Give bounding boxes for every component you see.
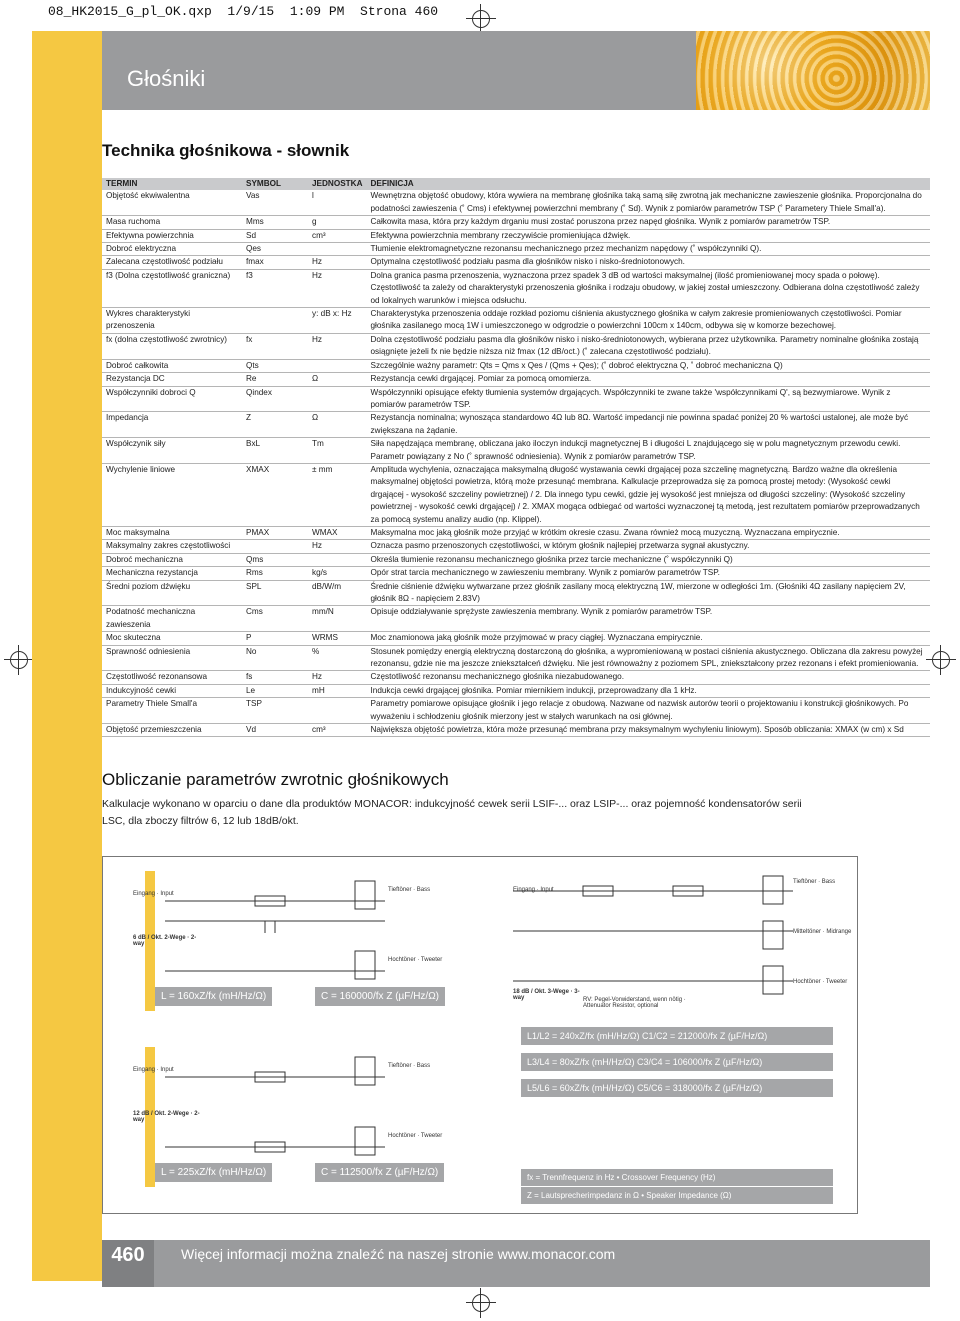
header-unit: JEDNOSTKA bbox=[308, 178, 367, 190]
calc-text: Kalkulacje wykonano w oparciu o dane dla produktów MONACOR: indukcyjność cewek serii LSIF-... oraz LSIP-... oraz pojemność kondensatorów serii LSC, dla zboczy filtrów 6, 12 lub 18dB/okt. bbox=[102, 798, 802, 827]
diagram-title-1: 6 dB / Okt. 2-Wege · 2-way bbox=[133, 935, 197, 947]
unit-cell bbox=[308, 386, 367, 412]
footer-text: Więcej informacji można znaleźć na naszej stronie www.monacor.com bbox=[181, 1246, 616, 1262]
definition-cell: Dolna częstotliwość podziału pasma dla głośników nisko i nisko-średniotonowych, wybierana przez użytkownika. Parametry nominalne głośnika zostają osiągnięte jeżeli fx nie będzie niższa niż fmax (12 dB/oct.) (˚ zalecana częstotliwość podziału). bbox=[367, 333, 931, 359]
table-row bbox=[102, 386, 930, 412]
symbol-cell: Re bbox=[242, 373, 308, 386]
definition-cell: Współczynniki opisujące efekty tłumienia systemów drgających. Współczynniki te zwane także 'współczynnikami Q', są bezwymiarowe. Wynik z pomiarów parametrów TSP. bbox=[367, 386, 931, 412]
term-cell: Podatność mechaniczna zawieszenia bbox=[102, 606, 242, 632]
registration-mark bbox=[466, 1288, 496, 1318]
registration-mark bbox=[466, 4, 496, 34]
file-header: 08_HK2015_G_pl_OK.qxp 1/9/15 1:09 PM Strona 460 bbox=[48, 4, 439, 19]
unit-cell: Hz bbox=[308, 333, 367, 359]
term-cell: fx (dolna częstotliwość zwrotnicy) bbox=[102, 333, 242, 359]
unit-cell: mH bbox=[308, 684, 367, 697]
term-cell: Masa ruchoma bbox=[102, 216, 242, 229]
woofer-label-3: Tieftöner · Bass bbox=[388, 1063, 431, 1069]
formula-L: L = 160xZ/fx (mH/Hz/Ω) bbox=[155, 987, 272, 1006]
header-definition: DEFINICJA bbox=[367, 178, 931, 190]
calc-title: Obliczanie parametrów zwrotnic głośnikowych bbox=[102, 770, 449, 789]
definition-cell: Całkowita masa, która przy każdym drganiu musi zostać poruszona przez napęd głośnika. Wynik z pomiarów parametrów TSP. bbox=[367, 216, 931, 229]
term-cell: Sprawność odniesienia bbox=[102, 645, 242, 671]
term-cell: Średni poziom dźwięku bbox=[102, 580, 242, 606]
term-cell: Współczynik siły bbox=[102, 438, 242, 464]
glossary-body bbox=[102, 190, 930, 737]
unit-cell bbox=[308, 698, 367, 724]
term-cell: Indukcyjność cewki bbox=[102, 684, 242, 697]
symbol-cell: Qindex bbox=[242, 386, 308, 412]
term-cell: Wychylenie liniowe bbox=[102, 463, 242, 526]
table-row bbox=[102, 256, 930, 269]
symbol-cell: SPL bbox=[242, 580, 308, 606]
table-row bbox=[102, 724, 930, 737]
input-label: Eingang · Input bbox=[133, 891, 174, 897]
definition-cell: Moc znamionowa jaką głośnik może przyjmować w pracy ciągłej. Wyznaczana empirycznie. bbox=[367, 632, 931, 645]
table-row bbox=[102, 308, 930, 334]
symbol-cell: Vas bbox=[242, 190, 308, 215]
definition-cell: Średnie ciśnienie dźwięku wytwarzane przez głośnik zasilany mocą elektryczną 1W, mierzone w odległości 1m. (Głośniki 4Ω zasilany napięciem 2V, głośnik 8Ω - napięciem 2.83V) bbox=[367, 580, 931, 606]
symbol-cell: Qms bbox=[242, 553, 308, 566]
unit-cell: kg/s bbox=[308, 567, 367, 580]
symbol-cell: Le bbox=[242, 684, 308, 697]
formula-L3: L3/L4 = 80xZ/fx (mH/Hz/Ω) C3/C4 = 106000/fx Z (µF/Hz/Ω) bbox=[521, 1053, 833, 1071]
symbol-cell: Mms bbox=[242, 216, 308, 229]
unit-cell: y: dB x: Hz bbox=[308, 308, 367, 334]
symbol-cell: PMAX bbox=[242, 526, 308, 539]
formula-C-12: C = 112500/fx Z (µF/Hz/Ω) bbox=[315, 1163, 444, 1182]
unit-cell bbox=[308, 553, 367, 566]
term-cell: Maksymalny zakres częstotliwości bbox=[102, 540, 242, 553]
symbol-cell bbox=[242, 540, 308, 553]
term-cell: f3 (Dolna częstotliwość graniczna) bbox=[102, 269, 242, 307]
unit-cell: Ω bbox=[308, 412, 367, 438]
definition-cell: Określa tłumienie rezonansu mechanicznego głośnika przez tarcie mechaniczne (˚ współczynniki Q) bbox=[367, 553, 931, 566]
header-symbol: SYMBOL bbox=[242, 178, 308, 190]
table-row bbox=[102, 229, 930, 242]
formula-C: C = 160000/fx Z (µF/Hz/Ω) bbox=[315, 987, 445, 1006]
definition-cell: Szczególnie ważny parametr: Qts = Qms x Qes / (Qms + Qes); (˚ dobroć elektryczna Q, ˚ dobroć mechaniczna Q) bbox=[367, 359, 931, 372]
table-header-row bbox=[102, 178, 930, 190]
unit-cell: g bbox=[308, 216, 367, 229]
term-cell: Moc skuteczna bbox=[102, 632, 242, 645]
table-row bbox=[102, 269, 930, 307]
mid-label: Mitteltöner · Midrange bbox=[793, 929, 852, 935]
term-cell: Impedancja bbox=[102, 412, 242, 438]
term-cell: Dobroć mechaniczna bbox=[102, 553, 242, 566]
symbol-cell: f3 bbox=[242, 269, 308, 307]
unit-cell: Hz bbox=[308, 269, 367, 307]
page-number: 460 bbox=[102, 1240, 154, 1287]
symbol-cell: No bbox=[242, 645, 308, 671]
table-row bbox=[102, 567, 930, 580]
definition-cell: Optymalna częstotliwość podziału pasma dla głośników nisko i nisko-średniotonowych. bbox=[367, 256, 931, 269]
symbol-cell: Z bbox=[242, 412, 308, 438]
table-row bbox=[102, 373, 930, 386]
symbol-cell: Sd bbox=[242, 229, 308, 242]
definition-cell: Częstotliwość rezonansu mechanicznego głośnika niezabudowanego. bbox=[367, 671, 931, 684]
legend-fx: fx = Trennfrequenz in Hz • Crossover Frequency (Hz) bbox=[521, 1169, 833, 1186]
unit-cell: Hz bbox=[308, 540, 367, 553]
term-cell: Rezystancja DC bbox=[102, 373, 242, 386]
term-cell: Zalecana częstotliwość podziału bbox=[102, 256, 242, 269]
definition-cell: Charakterystyka przenoszenia oddaje rozkład poziomu ciśnienia akustycznego głośnika w całym zakresie promieniowanych częstotliwości. Pomiar głośnika zasilanego mocą 1W i umieszczonego w odgrodzie o powierzchni 100cm x 140cm, odbywa się w komorze bezechowej. bbox=[367, 308, 931, 334]
table-row bbox=[102, 645, 930, 671]
header-term: TERMIN bbox=[102, 178, 242, 190]
unit-cell: dB/W/m bbox=[308, 580, 367, 606]
definition-cell: Amplituda wychylenia, oznaczająca maksymalną długość wystawania cewki drgającej poza szczelinę magnetyczną. Bardzo ważne dla określenia maksymalnej objętości powietrza, którą może przesunąć membrana. Kalkulacje przeprowadza się za pomocą prostej metody: (Wysokość cewki drgającej - wysokość szczeliny powietrznej) / 2. Dla innego typu cewki, gdzie jej wysokość jest mniejsza od długości szczeliny: (Wysokość szczeliny powietrznej - wysokość cewki drgającej) / 2. XMAX mogąca odbiegać od wartości wyznaczonej tą metodą, jest rezultatem pomiarów przeprowadzanych za pomocą systemu analizy audio (np. Klippel). bbox=[367, 463, 931, 526]
tweeter-label-2: Hochtöner · Tweeter bbox=[793, 979, 848, 985]
table-row bbox=[102, 216, 930, 229]
table-row bbox=[102, 190, 930, 215]
term-cell: Dobroć całkowita bbox=[102, 359, 242, 372]
symbol-cell: Cms bbox=[242, 606, 308, 632]
definition-cell: Rezystancja cewki drgającej. Pomiar za pomocą omomierza. bbox=[367, 373, 931, 386]
symbol-cell: Qes bbox=[242, 243, 308, 256]
table-row bbox=[102, 243, 930, 256]
legend-z: Z = Lautsprecherimpedanz in Ω • Speaker Impedance (Ω) bbox=[521, 1187, 833, 1204]
table-row bbox=[102, 412, 930, 438]
term-cell: Parametry Thiele Small'a bbox=[102, 698, 242, 724]
symbol-cell: Qts bbox=[242, 359, 308, 372]
symbol-cell: P bbox=[242, 632, 308, 645]
input-label-2: Eingang · Input bbox=[513, 887, 554, 893]
unit-cell bbox=[308, 359, 367, 372]
table-row bbox=[102, 580, 930, 606]
definition-cell: Stosunek pomiędzy energią elektryczną dostarczoną do głośnika, a wypromieniowaną w postaci ciśnienia akustycznego. Obliczana dla zakresu powyżej rezonansu, gdzie nie ma jeszcze zniekształceń dźwięku. Nie jest równoważny z poziomem SPL, zniekształcony przez rezonans i efekt promieniowania. bbox=[367, 645, 931, 671]
table-row bbox=[102, 333, 930, 359]
symbol-cell: fx bbox=[242, 333, 308, 359]
unit-cell: Hz bbox=[308, 671, 367, 684]
table-row bbox=[102, 359, 930, 372]
section-title: Głośniki bbox=[127, 66, 206, 91]
glossary-table bbox=[102, 178, 930, 737]
table-row bbox=[102, 632, 930, 645]
term-cell: Moc maksymalna bbox=[102, 526, 242, 539]
unit-cell: Hz bbox=[308, 256, 367, 269]
input-label-3: Eingang · Input bbox=[133, 1067, 174, 1073]
diagram-title-3: 12 dB / Okt. 2-Wege · 2-way bbox=[133, 1111, 200, 1123]
term-cell: Objętość przemieszczenia bbox=[102, 724, 242, 737]
tweeter-label-3: Hochtöner · Tweeter bbox=[388, 1133, 443, 1139]
table-row bbox=[102, 438, 930, 464]
page-subtitle: Technika głośnikowa - słownik bbox=[102, 141, 350, 160]
definition-cell: Dolna granica pasma przenoszenia, wyznaczona przez spadek 3 dB od wartości maksymalnej (ilość promieniowanej mocy spada o połowę). Częstotliwość ta zależy od charakterystyki przenoszenia głośnika i rodzaju obudowy, w jakiej został umieszczony. Odbierana dolna częstotliwość zależy od lokalnych warunków i miejsca odsłuchu. bbox=[367, 269, 931, 307]
symbol-cell: Rms bbox=[242, 567, 308, 580]
table-row bbox=[102, 540, 930, 553]
term-cell: Mechaniczna rezystancja bbox=[102, 567, 242, 580]
symbol-cell: fs bbox=[242, 671, 308, 684]
formula-L5: L5/L6 = 60xZ/fx (mH/Hz/Ω) C5/C6 = 318000/fx Z (µF/Hz/Ω) bbox=[521, 1079, 833, 1097]
table-row bbox=[102, 698, 930, 724]
term-cell: Dobroć elektryczna bbox=[102, 243, 242, 256]
term-cell: Efektywna powierzchnia bbox=[102, 229, 242, 242]
definition-cell: Indukcja cewki drgającej głośnika. Pomiar miernikiem indukcji, przeprowadzany dla 1 kHz. bbox=[367, 684, 931, 697]
definition-cell: Oznacza pasmo przenoszonych częstotliwości, w którym głośnik najlepiej przetwarza sygnał akustyczny. bbox=[367, 540, 931, 553]
unit-cell: Ω bbox=[308, 373, 367, 386]
registration-mark bbox=[926, 645, 956, 675]
header-texture-image bbox=[696, 31, 930, 110]
woofer-label-2: Tieftöner · Bass bbox=[793, 879, 836, 885]
term-cell: Objętość ekwiwalentna bbox=[102, 190, 242, 215]
table-row bbox=[102, 526, 930, 539]
symbol-cell: BxL bbox=[242, 438, 308, 464]
term-cell: Współczynniki dobroci Q bbox=[102, 386, 242, 412]
crossover-diagrams bbox=[102, 856, 858, 1214]
unit-cell: mm/N bbox=[308, 606, 367, 632]
term-cell: Częstotliwość rezonansowa bbox=[102, 671, 242, 684]
formula-L-12: L = 225xZ/fx (mH/Hz/Ω) bbox=[155, 1163, 272, 1182]
symbol-cell: XMAX bbox=[242, 463, 308, 526]
symbol-cell bbox=[242, 308, 308, 334]
woofer-label: Tieftöner · Bass bbox=[388, 887, 431, 893]
definition-cell: Maksymalna moc jaką głośnik może przyjąć w krótkim okresie czasu. Zwana również mocą muzyczną. Wyznaczana empirycznie. bbox=[367, 526, 931, 539]
unit-cell: cm³ bbox=[308, 229, 367, 242]
definition-cell: Wewnętrzna objętość obudowy, która wywiera na membranę głośnika taką samą siłę zwrotną jak mechaniczne zawieszenie głośnika. Proporcjonalna do podatności zawieszenia (˚ Cms) i efektywnej powierzchni membrany (˚ Sd). Wynik z pomiarów parametrów TSP (˚ Parametery Thiele Small'a). bbox=[367, 190, 931, 215]
definition-cell: Parametry pomiarowe opisujące głośnik i jego relacje z obudową. Nazwane od nazwisk autorów teorii o projektowaniu i konstrukcji głośnikowych. Po wyważeniu i schłodzeniu głośnik mierzony jest w stałych warunkach na osi głównej. bbox=[367, 698, 931, 724]
symbol-cell: fmax bbox=[242, 256, 308, 269]
symbol-cell: TSP bbox=[242, 698, 308, 724]
table-row bbox=[102, 684, 930, 697]
symbol-cell: Vd bbox=[242, 724, 308, 737]
definition-cell: Największa objętość powietrza, która może przesunąć membrana przy maksymalnym wychyleniu liniowym). Sposób obliczania: XMAX (w cm) x Sd bbox=[367, 724, 931, 737]
rv-note: RV: Pegel-Vorwiderstand, wenn nötig · Attenuator Resistor, optional bbox=[583, 997, 686, 1009]
term-cell: Wykres charakterystyki przenoszenia bbox=[102, 308, 242, 334]
definition-cell: Siła napędzająca membranę, obliczana jako iloczyn indukcji magnetycznej B i długości L znajdującego się w polu magnetycznym przewodu cewki. Parametr powiązany z No (˚ sprawność odniesienia). Wynik z pomiarów parametrów TSP. bbox=[367, 438, 931, 464]
unit-cell: ± mm bbox=[308, 463, 367, 526]
table-row bbox=[102, 606, 930, 632]
side-accent-bar bbox=[32, 31, 102, 1281]
table-row bbox=[102, 671, 930, 684]
unit-cell: % bbox=[308, 645, 367, 671]
table-row bbox=[102, 463, 930, 526]
unit-cell: l bbox=[308, 190, 367, 215]
unit-cell: cm³ bbox=[308, 724, 367, 737]
definition-cell: Opór strat tarcia mechanicznego w zawieszeniu membrany. Wynik z pomiarów parametrów TSP. bbox=[367, 567, 931, 580]
unit-cell: WMAX bbox=[308, 526, 367, 539]
definition-cell: Opisuje oddziaływanie sprężyste zawieszenia membrany. Wynik z pomiarów parametrów TSP. bbox=[367, 606, 931, 632]
table-row bbox=[102, 553, 930, 566]
unit-cell bbox=[308, 243, 367, 256]
unit-cell: Tm bbox=[308, 438, 367, 464]
definition-cell: Rezystancja nominalna; wynosząca standardowo 4Ω lub 8Ω. Wartość impedancji nie powinna spadać poniżej 20 % wartości ustalonej, ale może być zwiększana na żądanie. bbox=[367, 412, 931, 438]
diagram-title-2: 18 dB / Okt. 3-Wege · 3-way bbox=[513, 989, 580, 1001]
registration-mark bbox=[4, 645, 34, 675]
unit-cell: WRMS bbox=[308, 632, 367, 645]
tweeter-label: Hochtöner · Tweeter bbox=[388, 957, 443, 963]
formula-L1: L1/L2 = 240xZ/fx (mH/Hz/Ω) C1/C2 = 212000/fx Z (µF/Hz/Ω) bbox=[521, 1027, 833, 1045]
definition-cell: Efektywna powierzchnia membrany rzeczywiście promieniująca dźwięk. bbox=[367, 229, 931, 242]
definition-cell: Tłumienie elektromagnetyczne rezonansu mechanicznego przez mechanizm napędowy (˚ współczynniki Q). bbox=[367, 243, 931, 256]
